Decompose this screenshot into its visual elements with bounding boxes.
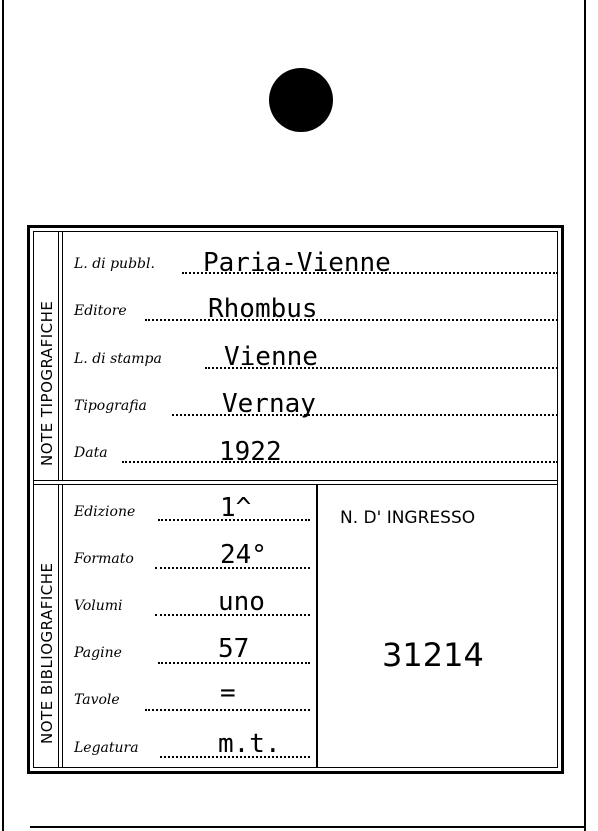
field-label: Formato [74, 551, 134, 567]
heading-divider-bottom-2 [62, 485, 63, 768]
punch-hole [269, 68, 333, 132]
field-label: Volumi [74, 598, 123, 614]
card-edge-bottom [30, 826, 586, 828]
card-edge-left [2, 0, 4, 831]
field-label: Tipografia [74, 398, 147, 414]
section-separator-2 [33, 484, 558, 485]
field-label: Legatura [74, 740, 139, 756]
field-label: L. di stampa [74, 351, 162, 367]
field-label: Editore [74, 303, 127, 319]
field-value: 24° [220, 540, 267, 570]
field-value: = [220, 678, 236, 708]
field-value: Paria-Vienne [203, 248, 391, 278]
card-edge-right [584, 0, 586, 831]
ingresso-title: N. D' INGRESSO [340, 508, 476, 528]
field-label: Edizione [74, 504, 136, 520]
field-label: Data [74, 445, 108, 461]
field-label: Tavole [74, 692, 120, 708]
field-value: Rhombus [208, 294, 318, 324]
field-value: 1^ [220, 493, 252, 523]
dotted-line [145, 319, 558, 321]
field-label: Pagine [74, 645, 122, 661]
section-separator [33, 480, 558, 481]
note-tipografiche-heading: NOTE TIPOGRAFICHE [38, 300, 56, 466]
field-value: 1922 [219, 437, 282, 467]
note-bibliografiche-heading: NOTE BIBLIOGRAFICHE [38, 562, 56, 744]
ingresso-divider [316, 485, 318, 768]
ingresso-number: 31214 [382, 636, 484, 674]
heading-divider-top-2 [62, 231, 63, 480]
field-label: L. di pubbl. [74, 256, 155, 272]
field-value: 57 [218, 634, 250, 664]
heading-divider-bottom [58, 485, 59, 768]
heading-divider-top [58, 231, 59, 480]
field-value: Vernay [222, 389, 316, 419]
field-value: Vienne [224, 342, 318, 372]
field-value: uno [218, 587, 265, 617]
dotted-line [122, 461, 558, 463]
field-value: m.t. [218, 729, 281, 759]
dotted-line [145, 709, 310, 711]
